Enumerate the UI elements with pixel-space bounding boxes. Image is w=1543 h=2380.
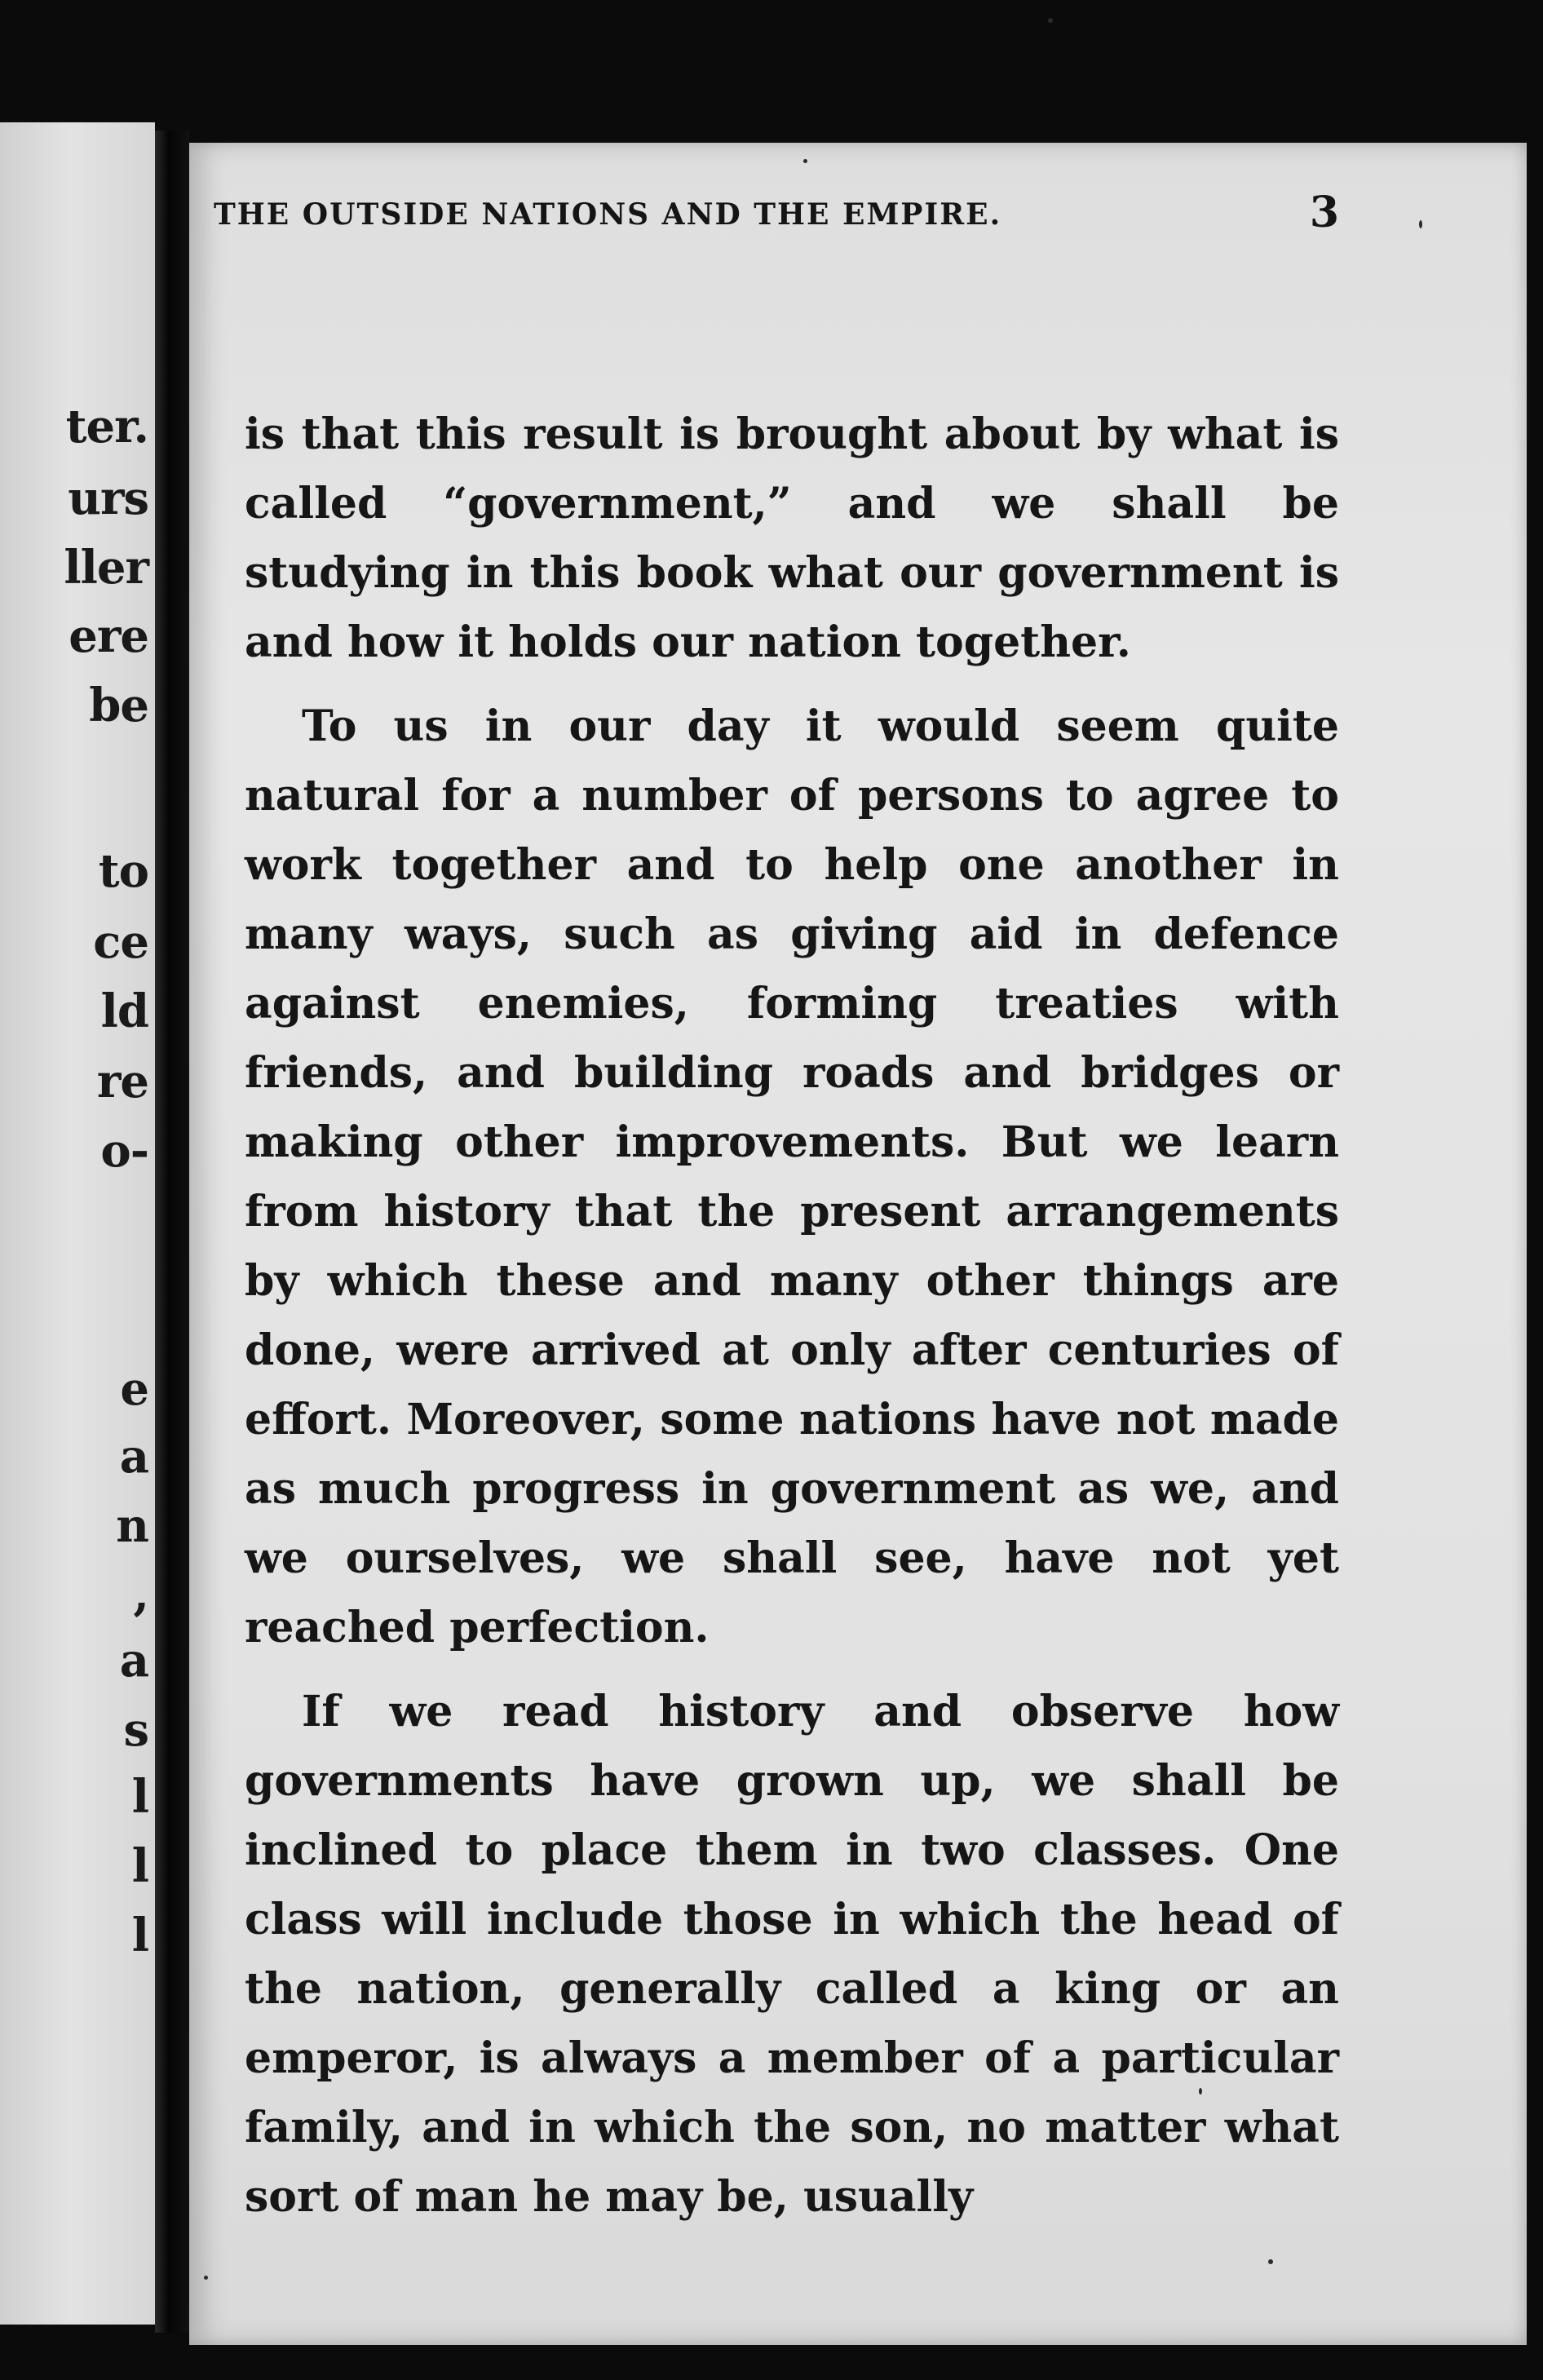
left-fragment: l	[131, 1909, 148, 1962]
book-gutter-shadow	[155, 131, 189, 2333]
previous-page-edge	[0, 122, 155, 2325]
page-header	[214, 188, 1339, 245]
left-fragment: ere	[69, 609, 148, 663]
left-fragment: ,	[133, 1568, 148, 1621]
left-fragment: n	[116, 1499, 148, 1553]
left-fragment: re	[96, 1055, 148, 1108]
left-fragment: o-	[100, 1124, 148, 1178]
left-fragment: a	[119, 1430, 148, 1484]
previous-page-text-fragments	[0, 122, 155, 2325]
paragraph: If we read history and observe how governments have grown up, we shall be inclined to place them in two classes. One class will include those in which the head of the nation, generally called a king or an emperor, is always a member of a particular family, and in which the son, no matter what sort of man he may be, usually	[245, 1687, 1339, 2222]
left-fragment: s	[123, 1703, 148, 1757]
paragraph: To us in our day it would seem quite natural for a number of persons to agree to work together and to help one another in many ways, such as giving aid in defence against enemies, forming treaties with friends, and building roads and bridges or making other improvements. But we learn from history that the present arrangements by which these and many other things are done, were arrived at only after centuries of effort. Moreover, some nations have not made as much progress in government as we, and we ourselves, we shall see, have not yet reached perfection.	[245, 701, 1339, 1652]
left-fragment: l	[131, 1839, 148, 1893]
left-fragment: to	[98, 844, 148, 898]
left-fragment: l	[131, 1770, 148, 1824]
left-fragment: e	[120, 1362, 148, 1416]
left-fragment: urs	[68, 471, 148, 525]
left-fragment: a	[119, 1634, 148, 1688]
left-fragment: ller	[64, 541, 148, 595]
scan-speck	[1048, 18, 1053, 23]
page-body	[245, 400, 1339, 2246]
running-head: THE OUTSIDE NATIONS AND THE EMPIRE.	[214, 197, 1002, 232]
left-fragment: be	[89, 679, 148, 732]
page-number: 3	[1309, 188, 1339, 237]
left-fragment: ld	[100, 984, 148, 1038]
left-fragment: ter.	[65, 400, 148, 453]
paragraph: is that this result is brought about by what is called “government,” and we shall be studying in this book what our government is and how it holds our nation together.	[245, 409, 1339, 667]
left-fragment: ce	[93, 915, 148, 969]
